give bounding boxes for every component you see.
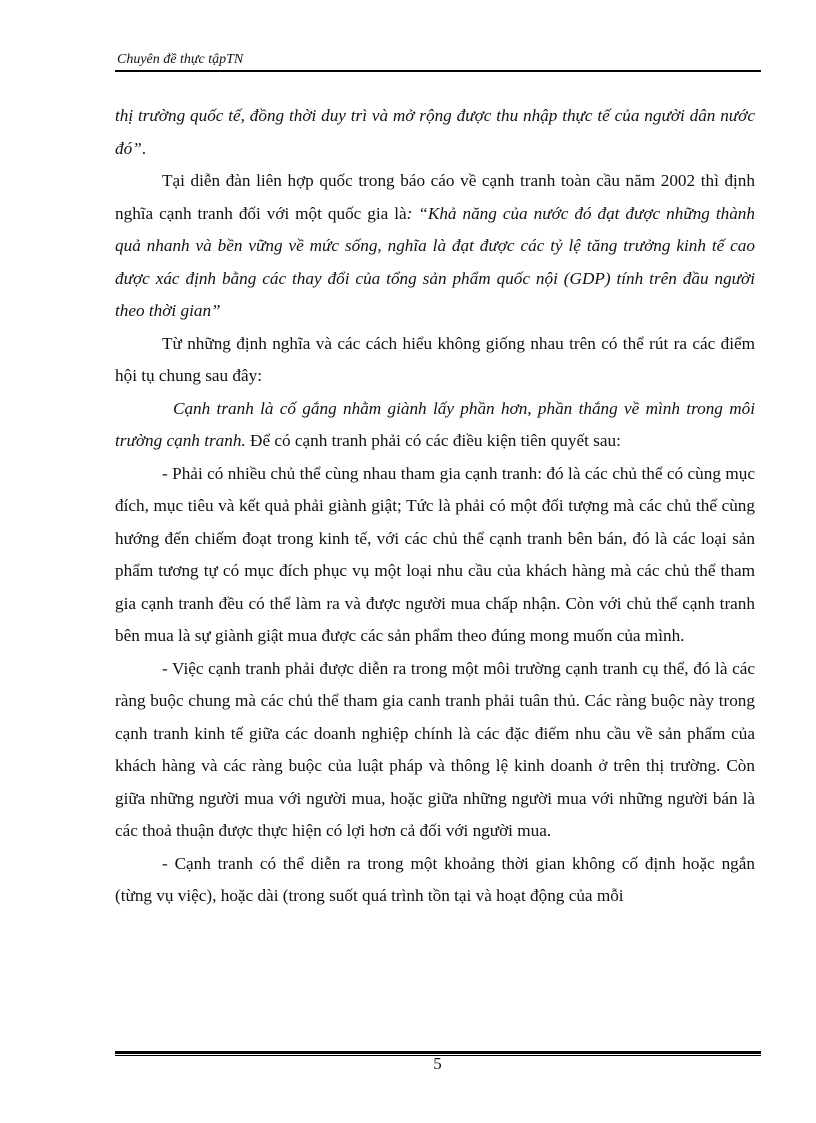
paragraph-definition bbox=[115, 393, 755, 458]
period: . bbox=[141, 138, 147, 158]
paragraph-condition-time: - Cạnh tranh có thể diễn ra trong một khoảng thời gian không cố định hoặc ngắn (từng vụ việc), hoặc dài (trong suốt quá trình tồn tại và hoạt động của mỗi bbox=[115, 853, 755, 905]
paragraph-condition-subjects: - Phải có nhiều chủ thể cùng nhau tham gia cạnh tranh: đó là các chủ thể có cùng mục đích, mục tiêu và kết quả phải giành giật; Tức là phải có một đối tượng mà các chủ thể cùng hướng đến chiếm đoạt trong kinh tế, với các chủ thể cạnh tranh bên bán, đó là các loại sản phẩm tương tự có mục đích phục vụ một loại nhu cầu của khách hàng mà các chủ thể tham gia cạnh tranh đều có thể làm ra và được người mua chấp nhận. Còn với chủ thể cạnh tranh bên mua là sự giành giật mua được các sản phẩm theo đúng mong muốn của mình. bbox=[115, 463, 755, 645]
page-body bbox=[115, 100, 755, 913]
running-header: Chuyên đề thực tậpTN bbox=[117, 52, 244, 67]
un-forum-quote: : “Khả năng của nước đó đạt được những thành quả nhanh và bền vững về mức sống, nghĩa là đạt được các tỷ lệ tăng trưởng kinh tế cao được xác định bằng các thay đổi của tổng sản phẩm quốc nội (GDP) tính trên đầu người theo thời gian” bbox=[115, 203, 755, 320]
paragraph-continuation bbox=[115, 100, 755, 165]
definition-rest: Để có cạnh tranh phải có các điều kiện tiên quyết sau: bbox=[245, 431, 621, 450]
paragraph-condition-environment: - Việc cạnh tranh phải được diễn ra trong một môi trường cạnh tranh cụ thể, đó là các ràng buộc chung mà các chủ thể tham gia canh tranh phải tuân thủ. Các ràng buộc này trong cạnh tranh kinh tế giữa các doanh nghiệp chính là các đặc điểm nhu cầu về sản phẩm của khách hàng và các ràng buộc của luật pháp và thông lệ kinh doanh ở trên thị trường. Còn giữa những người mua với người mua, hoặc giữa những người mua với những người bán là các thoả thuận được thực hiện có lợi hơn cả đối với người mua. bbox=[115, 658, 755, 840]
paragraph-un-forum bbox=[115, 165, 755, 328]
paragraph-convergence: Từ những định nghĩa và các cách hiểu không giống nhau trên có thể rút ra các điểm hội tụ chung sau đây: bbox=[115, 333, 755, 385]
definition-italic: Cạnh tranh là cố gắng nhằm giành lấy phần hơn, phần thắng về mình trong môi trường cạnh tranh. bbox=[115, 398, 755, 450]
un-forum-lead: Tại diễn đàn liên hợp quốc trong báo cáo về cạnh tranh toàn cầu năm 2002 thì định nghĩa cạnh tranh đối với một quốc gia là bbox=[115, 171, 755, 223]
quote-continuation: thị trường quốc tế, đồng thời duy trì và mở rộng được thu nhập thực tế của người dân nước đó” bbox=[115, 106, 755, 158]
page-number: 5 bbox=[433, 1054, 442, 1073]
header-rule bbox=[115, 70, 761, 72]
